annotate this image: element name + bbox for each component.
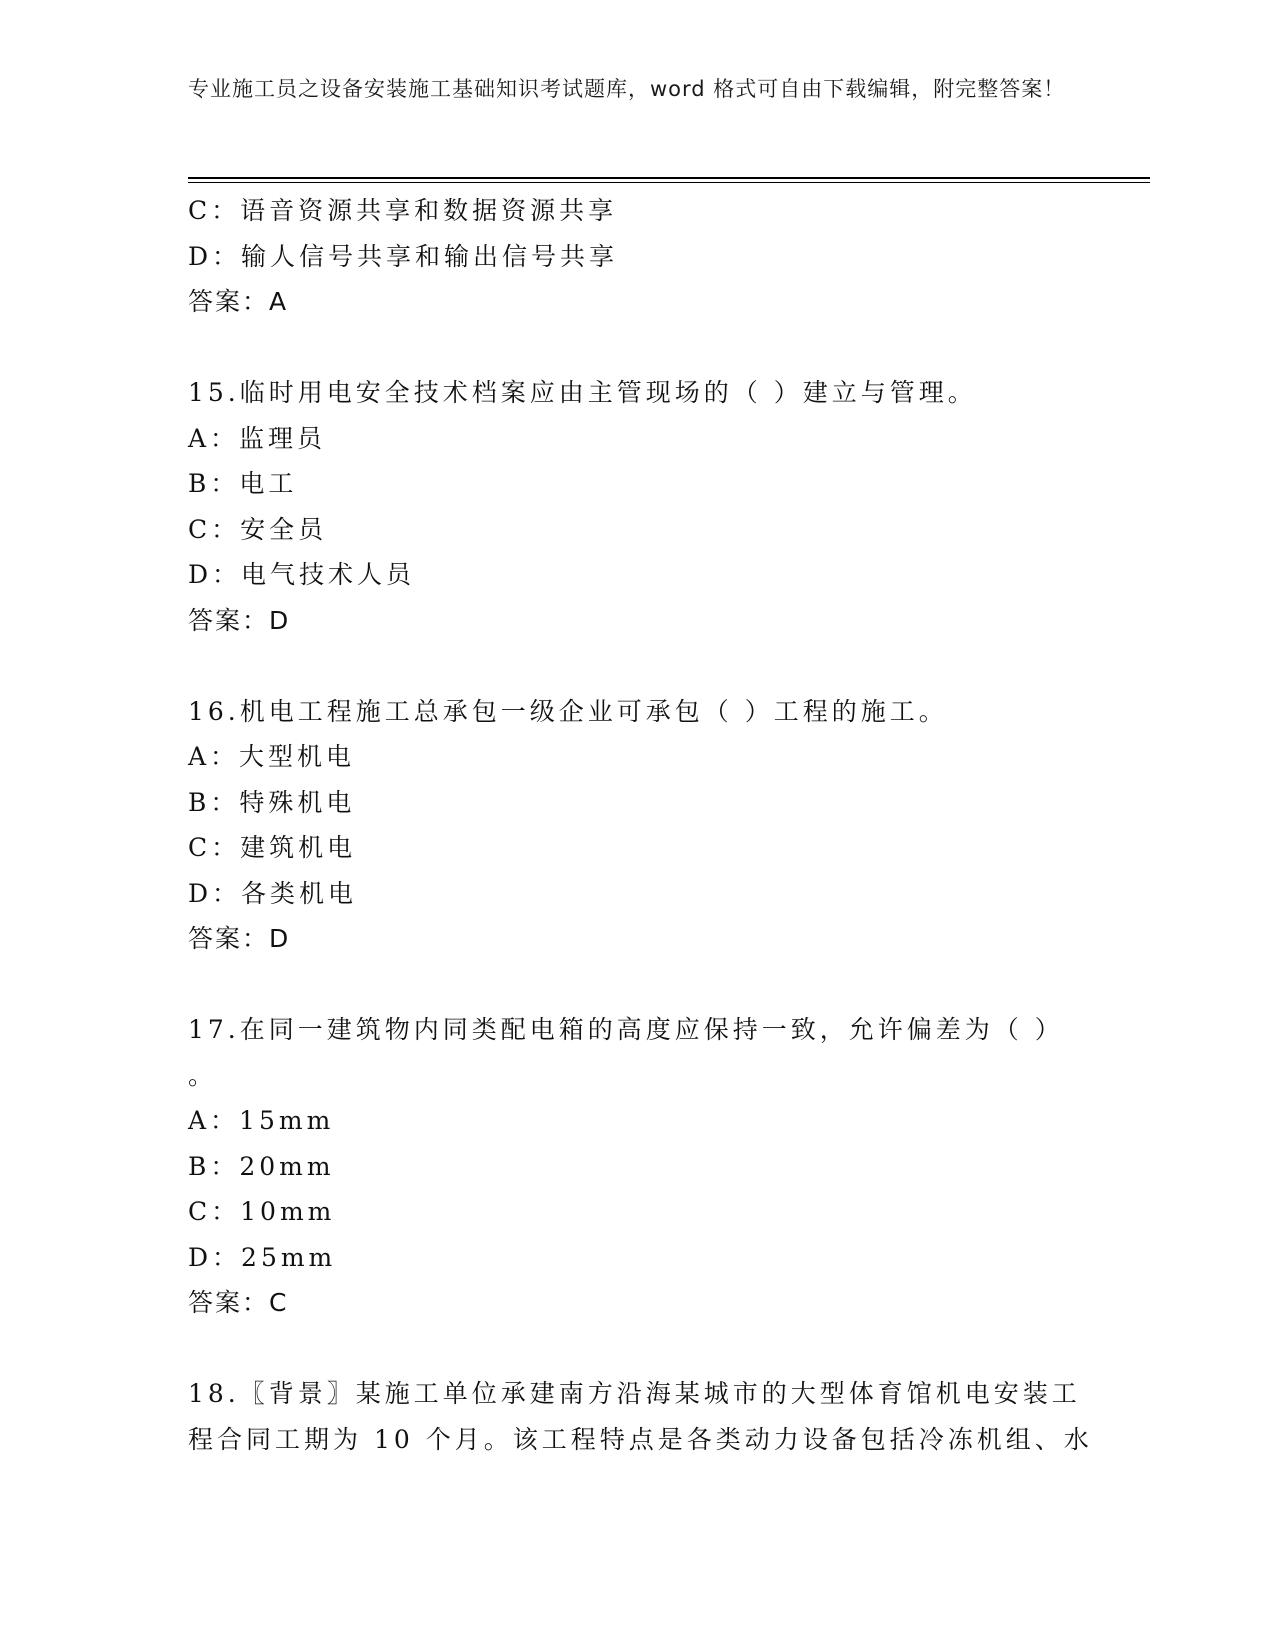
q15-option-c: C：安全员 [188, 514, 328, 544]
q18-stem-line1: 18.〖背景〗某施工单位承建南方沿海某城市的大型体育馆机电安装工 [188, 1379, 1081, 1408]
q14-option-d: D：输人信号共享和输出信号共享 [188, 241, 619, 271]
q16-stem: 16.机电工程施工总承包一级企业可承包（ ）工程的施工。 [188, 696, 948, 726]
q15-stem: 15.临时用电安全技术档案应由主管现场的（ ）建立与管理。 [188, 378, 977, 407]
q17-option-a: A：15mm [188, 1106, 335, 1135]
q16-answer: 答案：D [188, 924, 291, 953]
q15-answer: 答案：D [188, 605, 291, 635]
q18-stem-line2: 程合同工期为 10 个月。该工程特点是各类动力设备包括冷冻机组、水 [188, 1424, 1093, 1454]
q16-option-d: D：各类机电 [188, 878, 358, 908]
q17-stem-line2: 。 [188, 1060, 218, 1090]
document-header: 专业施工员之设备安装施工基础知识考试题库，word 格式可自由下载编辑，附完整答案！ [188, 77, 1066, 101]
q15-option-b: B：电工 [188, 469, 298, 498]
q15-option-d: D：电气技术人员 [188, 560, 416, 589]
q14-option-c: C：语音资源共享和数据资源共享 [188, 196, 618, 225]
q16-option-b: B：特殊机电 [188, 787, 356, 817]
q16-option-c: C：建筑机电 [188, 833, 357, 862]
q17-option-b: B：20mm [188, 1151, 335, 1181]
spacer [188, 1326, 1078, 1372]
q17-option-c: C：10mm [188, 1197, 336, 1226]
q14-answer: 答案：A [188, 287, 289, 316]
q16-option-a: A：大型机电 [188, 742, 356, 771]
q15-option-a: A：监理员 [188, 423, 327, 453]
header-rule-thin [188, 182, 1150, 183]
spacer [188, 643, 1078, 689]
q17-option-d: D：25mm [188, 1242, 337, 1272]
q17-answer: 答案：C [188, 1288, 289, 1317]
question-list [188, 188, 1093, 1462]
spacer [188, 325, 1078, 371]
q17-stem-line1: 17.在同一建筑物内同类配电箱的高度应保持一致，允许偏差为（ ） [188, 1015, 1064, 1044]
spacer [188, 962, 1078, 1008]
header-rule-thick [188, 177, 1150, 179]
